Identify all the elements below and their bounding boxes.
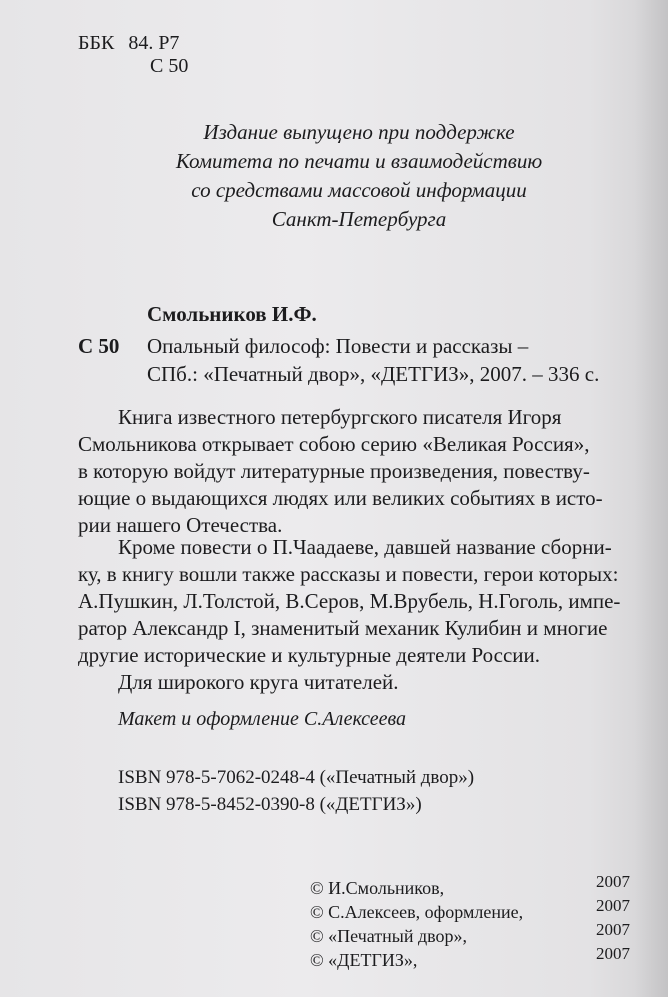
copyright-holder: © С.Алексеев, оформление, bbox=[310, 902, 524, 922]
copyright-row bbox=[310, 872, 630, 902]
audience-line: Для широкого круга читателей. bbox=[118, 670, 399, 694]
copyright-holder: © И.Смольников, bbox=[310, 878, 445, 898]
annotation-line: другие исторические и культурные деятели России. bbox=[78, 643, 540, 667]
copyright-year: 2007 bbox=[596, 920, 630, 939]
copyright-row bbox=[310, 920, 630, 950]
annotation-line: А.Пушкин, Л.Толстой, В.Серов, М.Врубель, Н.Гоголь, импе- bbox=[78, 589, 621, 613]
support-note-line: Комитета по печати и взаимодействию bbox=[175, 149, 543, 173]
annotation-line: рии нашего Отечества. bbox=[78, 513, 283, 537]
author-mark-top: С 50 bbox=[150, 55, 189, 77]
copyright-year: 2007 bbox=[596, 872, 630, 891]
copyright-list bbox=[310, 872, 630, 974]
bbk-code: 84. Р7 bbox=[128, 32, 180, 54]
isbn-line: ISBN 978-5-8452-0390-8 («ДЕТГИЗ») bbox=[118, 794, 422, 815]
annotation-line: Смольникова открывает собою серию «Великая Россия», bbox=[78, 432, 590, 456]
author-mark: С 50 bbox=[78, 334, 120, 358]
support-note bbox=[120, 118, 598, 234]
copyright-holder: © «ДЕТГИЗ», bbox=[310, 950, 418, 970]
annotation-paragraph-1 bbox=[78, 404, 612, 539]
copyright-year: 2007 bbox=[596, 944, 630, 963]
annotation-line: Кроме повести о П.Чаадаеве, давшей название сборни- bbox=[118, 535, 612, 559]
support-note-line: Издание выпущено при поддержке bbox=[203, 120, 515, 144]
bbk-label: ББК bbox=[78, 32, 115, 54]
copyright-row bbox=[310, 896, 630, 926]
annotation-line: Книга известного петербургского писателя Игоря bbox=[118, 405, 562, 429]
annotation-line: ющие о выдающихся людях или великих событиях в исто- bbox=[78, 486, 603, 510]
copyright-holder: © «Печатный двор», bbox=[310, 926, 468, 946]
publisher-line: СПб.: «Печатный двор», «ДЕТГИЗ», 2007. – 336 с. bbox=[147, 362, 600, 386]
annotation-line: в которую войдут литературные произведения, повеству- bbox=[78, 459, 590, 483]
support-note-line: со средствами массовой информации bbox=[191, 178, 527, 202]
isbn-line: ISBN 978-5-7062-0248-4 («Печатный двор») bbox=[118, 767, 475, 788]
bbk-classification bbox=[78, 32, 179, 55]
annotation-line: ку, в книгу вошли также рассказы и повести, герои которых: bbox=[78, 562, 619, 586]
annotation-line: ратор Александр I, знаменитый механик Кулибин и многие bbox=[78, 616, 608, 640]
page-edge-shadow bbox=[634, 0, 668, 997]
design-credit: Макет и оформление С.Алексеева bbox=[118, 708, 407, 730]
annotation-paragraph-2 bbox=[78, 534, 621, 696]
support-note-line: Санкт-Петербурга bbox=[271, 207, 447, 231]
book-title-line: Опальный философ: Повести и рассказы – bbox=[147, 334, 529, 358]
copyright-row bbox=[310, 944, 630, 974]
author-heading: Смольников И.Ф. bbox=[147, 302, 317, 326]
copyright-year: 2007 bbox=[596, 896, 630, 915]
